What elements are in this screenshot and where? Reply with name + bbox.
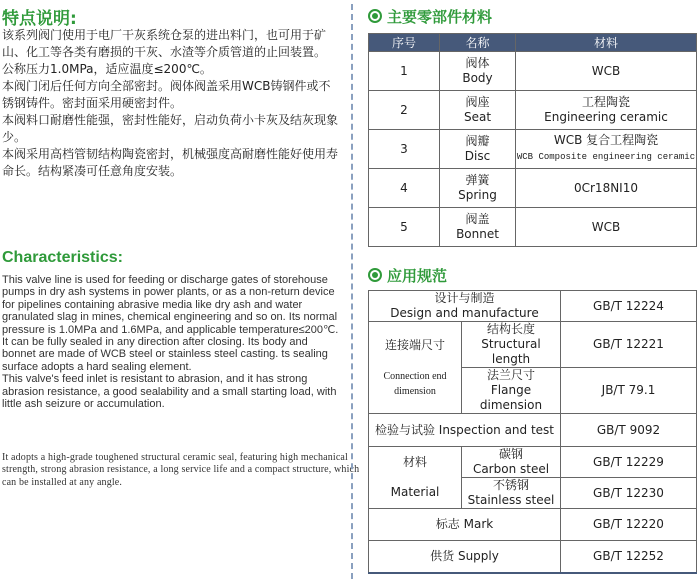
part-name-en: Seat	[463, 110, 492, 124]
part-material	[516, 91, 697, 130]
part-name-cn: 阀座	[465, 95, 490, 109]
spec-item	[462, 322, 561, 368]
table-row	[369, 447, 697, 478]
spec-item-en: Stainless steel	[467, 493, 555, 507]
part-material: 0Cr18NI10	[516, 169, 697, 208]
table-header-row	[369, 34, 697, 52]
spec-item	[462, 447, 561, 478]
part-name-en: Body	[462, 71, 493, 85]
table-row	[369, 208, 697, 247]
cn-paragraph: 本阀门闭后任何方向全部密封。阀体阀盖采用WCB铸钢件或不锈钢铸件。密封面采用硬密封件。	[2, 79, 331, 110]
spec-title-text: 应用规范	[387, 267, 448, 285]
spec-item	[369, 291, 561, 322]
spec-item-en: Carbon steel	[472, 462, 550, 476]
part-name-cn: 弹簧	[465, 173, 490, 187]
part-name-cn: 阀瓣	[465, 134, 490, 148]
part-name	[440, 52, 516, 91]
spec-item-cn: 碳钢	[498, 447, 523, 461]
part-num: 1	[369, 52, 440, 91]
table-row	[369, 130, 697, 169]
spec-standard: GB/T 12229	[561, 447, 697, 478]
spec-group-en: Material	[390, 485, 440, 499]
table-row	[369, 509, 697, 541]
part-name	[440, 208, 516, 247]
col-header: 名称	[440, 34, 516, 52]
cn-paragraph: 该系列阀门使用于电厂干灰系统仓泵的进出料门，也可用于矿山、化工等各类有磨损的干灰、水渣等介质管道的止回装置。	[2, 28, 327, 59]
spec-item	[462, 478, 561, 509]
table-row	[369, 91, 697, 130]
spec-standard: GB/T 12220	[561, 509, 697, 541]
part-name	[440, 169, 516, 208]
table-row	[369, 169, 697, 208]
en-paragraph: This valve line is used for feeding or discharge gates of storehouse pumps in dry ash systems in power plants, or as a non-return device for pipelines containing abrasive media like dry ash and water granulated slag in mines, chemical engineering and so on. Its normal pressure is 1.0MPa and 1.6MPa, and applicable temperature≤200℃.	[2, 274, 339, 336]
part-name-en: Spring	[458, 188, 497, 202]
column-divider	[351, 4, 353, 579]
spec-item	[462, 368, 561, 414]
table-row	[369, 541, 697, 573]
spec-item-cn: 法兰尺寸	[486, 368, 535, 382]
spec-group-en: Connection end dimension	[383, 370, 447, 397]
col-header: 材料	[516, 34, 697, 52]
part-name	[440, 91, 516, 130]
part-name-cn: 阀盖	[465, 212, 490, 226]
spec-group-cn: 材料	[402, 455, 427, 469]
table-row	[369, 52, 697, 91]
part-name-en: Disc	[464, 149, 491, 163]
spec-standard: GB/T 9092	[561, 414, 697, 447]
part-num: 5	[369, 208, 440, 247]
parts-table	[368, 33, 697, 247]
spec-item: 检验与试验 Inspection and test	[369, 414, 561, 447]
en-paragraph: This valve's feed inlet is resistant to abrasion, and it has strong abrasion resistance, a good sealability and a small starting load, with little ash seizure or accumulation.	[2, 373, 337, 411]
spec-standard: GB/T 12224	[561, 291, 697, 322]
part-material	[516, 130, 697, 169]
part-material: WCB	[516, 52, 697, 91]
spec-item-cn: 设计与制造	[434, 291, 495, 305]
part-material-en: WCB Composite engineering ceramic	[516, 152, 696, 162]
cn-heading: 特点说明:	[2, 9, 77, 29]
part-num: 4	[369, 169, 440, 208]
part-material-cn: 工程陶瓷	[581, 95, 630, 109]
col-header: 序号	[369, 34, 440, 52]
part-num: 2	[369, 91, 440, 130]
spec-item: 供货 Supply	[369, 541, 561, 573]
spec-standard: GB/T 12252	[561, 541, 697, 573]
part-name-cn: 阀体	[465, 56, 490, 70]
spec-standard: GB/T 12221	[561, 322, 697, 368]
part-material: WCB	[516, 208, 697, 247]
spec-standard: JB/T 79.1	[561, 368, 697, 414]
spec-item: 标志 Mark	[369, 509, 561, 541]
circle-bullet-icon	[368, 9, 382, 23]
en-paragraph-mono: It adopts a high-grade toughened structural ceramic seal, featuring high mechanical strength, strong abrasion resistance, a long service life and a compact structure, which can be installed at any angle.	[2, 452, 360, 488]
part-name-en: Bonnet	[456, 227, 499, 241]
spec-section-title	[368, 265, 447, 286]
cn-paragraph: 本阀料口耐磨性能强，密封性能好，启动负荷小卡灰及结灰现象少。	[2, 113, 339, 144]
en-paragraph: It can be fully sealed in any direction after closing. Its body and bonnet are made of WCB steel or stainless steel casting. ts sealing surface adopts a hard sealing element.	[2, 336, 328, 373]
parts-title-text: 主要零部件材料	[387, 8, 493, 26]
circle-bullet-icon	[368, 268, 382, 282]
spec-table	[368, 290, 697, 574]
en-heading: Characteristics:	[2, 249, 123, 266]
spec-group	[369, 447, 462, 509]
part-name	[440, 130, 516, 169]
en-description	[2, 274, 340, 410]
cn-description	[2, 27, 342, 180]
spec-item-en: Structural length	[481, 337, 541, 366]
part-material-en: Engineering ceramic	[544, 110, 668, 124]
cn-paragraph: 本阀采用高档管韧结构陶瓷密封，机械强度高耐磨性能好使用寿命长。结构紧凑可任意角度安装。	[2, 147, 339, 178]
spec-item-en: Flange dimension	[479, 383, 543, 412]
spec-item-en: Design and manufacture	[390, 306, 539, 320]
part-num: 3	[369, 130, 440, 169]
part-material-cn: WCB 复合工程陶瓷	[553, 133, 659, 147]
table-row	[369, 291, 697, 322]
spec-item-cn: 不锈钢	[492, 478, 529, 492]
cn-paragraph: 公称压力1.0MPa，适应温度≤200℃。	[2, 62, 212, 76]
spec-standard: GB/T 12230	[561, 478, 697, 509]
parts-section-title	[368, 6, 492, 27]
spec-item-cn: 结构长度	[486, 322, 535, 336]
table-row	[369, 322, 697, 368]
spec-group-cn: 连接端尺寸	[384, 337, 445, 352]
table-row	[369, 414, 697, 447]
spec-group	[369, 322, 462, 414]
